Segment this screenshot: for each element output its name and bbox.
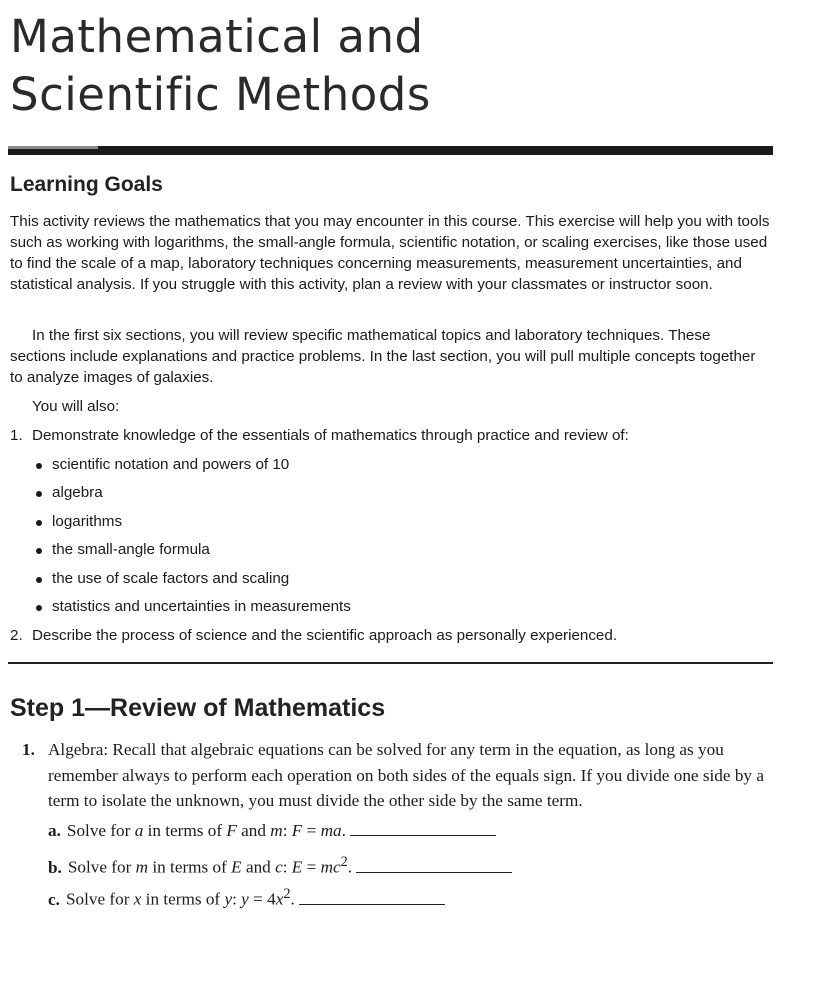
part-text: Solve for [66,821,131,840]
bullet-item: algebra [32,479,770,508]
step-1-heading: Step 1—Review of Mathematics [10,694,386,722]
also-label: You will also: [32,398,120,415]
section-divider [8,662,773,664]
learning-goals-heading: Learning Goals [10,173,163,196]
equation-lhs: F [291,821,303,840]
equation-lhs: y [241,889,249,909]
part-text: Solve for [65,889,130,909]
part-text: in terms of [147,821,223,840]
page-title [10,8,610,124]
coefficient: 4 [267,889,276,909]
variable: m [135,857,149,877]
variable: F [226,821,237,840]
title-line-2: Scientific Methods [10,68,431,121]
part-b: b. Solve for m in terms of E and c: $E = mc^2$. [48,850,512,880]
part-label: a. [48,821,61,840]
equation-rhs: ma [320,821,342,840]
topic-bullets [10,451,770,622]
variable: a [134,821,144,840]
part-text: and [241,821,266,840]
question-text: Algebra: Recall that algebraic equations can be solved for any term in the equation, as long as you remember always to perform each operation on both sides of the equals sign. If you divide one side by a term to isolate the unknown, you must divide the other side by the same term. [48,740,764,810]
exponent: 2 [283,886,291,902]
answer-blank-c[interactable] [299,903,445,905]
question-number: 1. [22,740,35,759]
variable: y [224,889,233,909]
part-text: Solve for [67,857,132,877]
goal-item [10,422,770,622]
bullet-item: scientific notation and powers of 10 [32,451,770,480]
equation-rhs: mc [320,857,341,877]
intro-paragraph: This activity reviews the mathematics that you may encounter in this course. This exercise will help you with tools such as working with logarithms, the small-angle formula, scientific notation, or scaling exercises, like those used to find the scale of a map, laboratory techniques concerning measurements, measurement uncertainties, and statistical analysis. If you struggle with this activity, plan a review with your classmates or instructor soon. [10,213,770,293]
variable: E [231,857,242,877]
variable: x [133,889,142,909]
goal-number: 2. [10,626,23,644]
goal-text: Describe the process of science and the scientific approach as personally experienced. [32,626,618,644]
answer-blank-a[interactable] [350,834,496,836]
exponent: 2 [340,854,348,870]
overview-paragraph: In the first six sections, you will review specific mathematical topics and laboratory techniques. These sections include explanations and practice problems. In the last section, you will pull multiple concepts together to analyze images of galaxies. [10,327,756,386]
goal-item [10,622,770,651]
bullet-item: statistics and uncertainties in measurements [32,593,770,622]
question-1 [22,737,772,814]
variable: m [270,821,283,840]
goals-list [10,422,770,650]
equation-lhs: E [291,857,303,877]
part-label: c. [48,889,60,909]
variable: c [275,857,283,877]
bullet-item: the use of scale factors and scaling [32,565,770,594]
title-line-1: Mathematical and [10,10,424,63]
part-a: a. Solve for a in terms of F and m: F = ma. [48,818,496,844]
part-label: b. [48,857,62,877]
answer-blank-b[interactable] [356,871,512,873]
goal-number: 1. [10,427,23,444]
part-text: in terms of [152,857,227,877]
part-text: in terms of [145,889,221,909]
bullet-item: logarithms [32,508,770,537]
goal-text: Demonstrate knowledge of the essentials of mathematics through practice and review of: [32,427,629,444]
part-text: and [245,857,271,877]
bullet-item: the small-angle formula [32,536,770,565]
part-c: c. Solve for x in terms of y: $y = 4x^2$. [48,882,445,912]
title-divider [8,146,773,155]
equation-rhs: x [275,889,284,909]
